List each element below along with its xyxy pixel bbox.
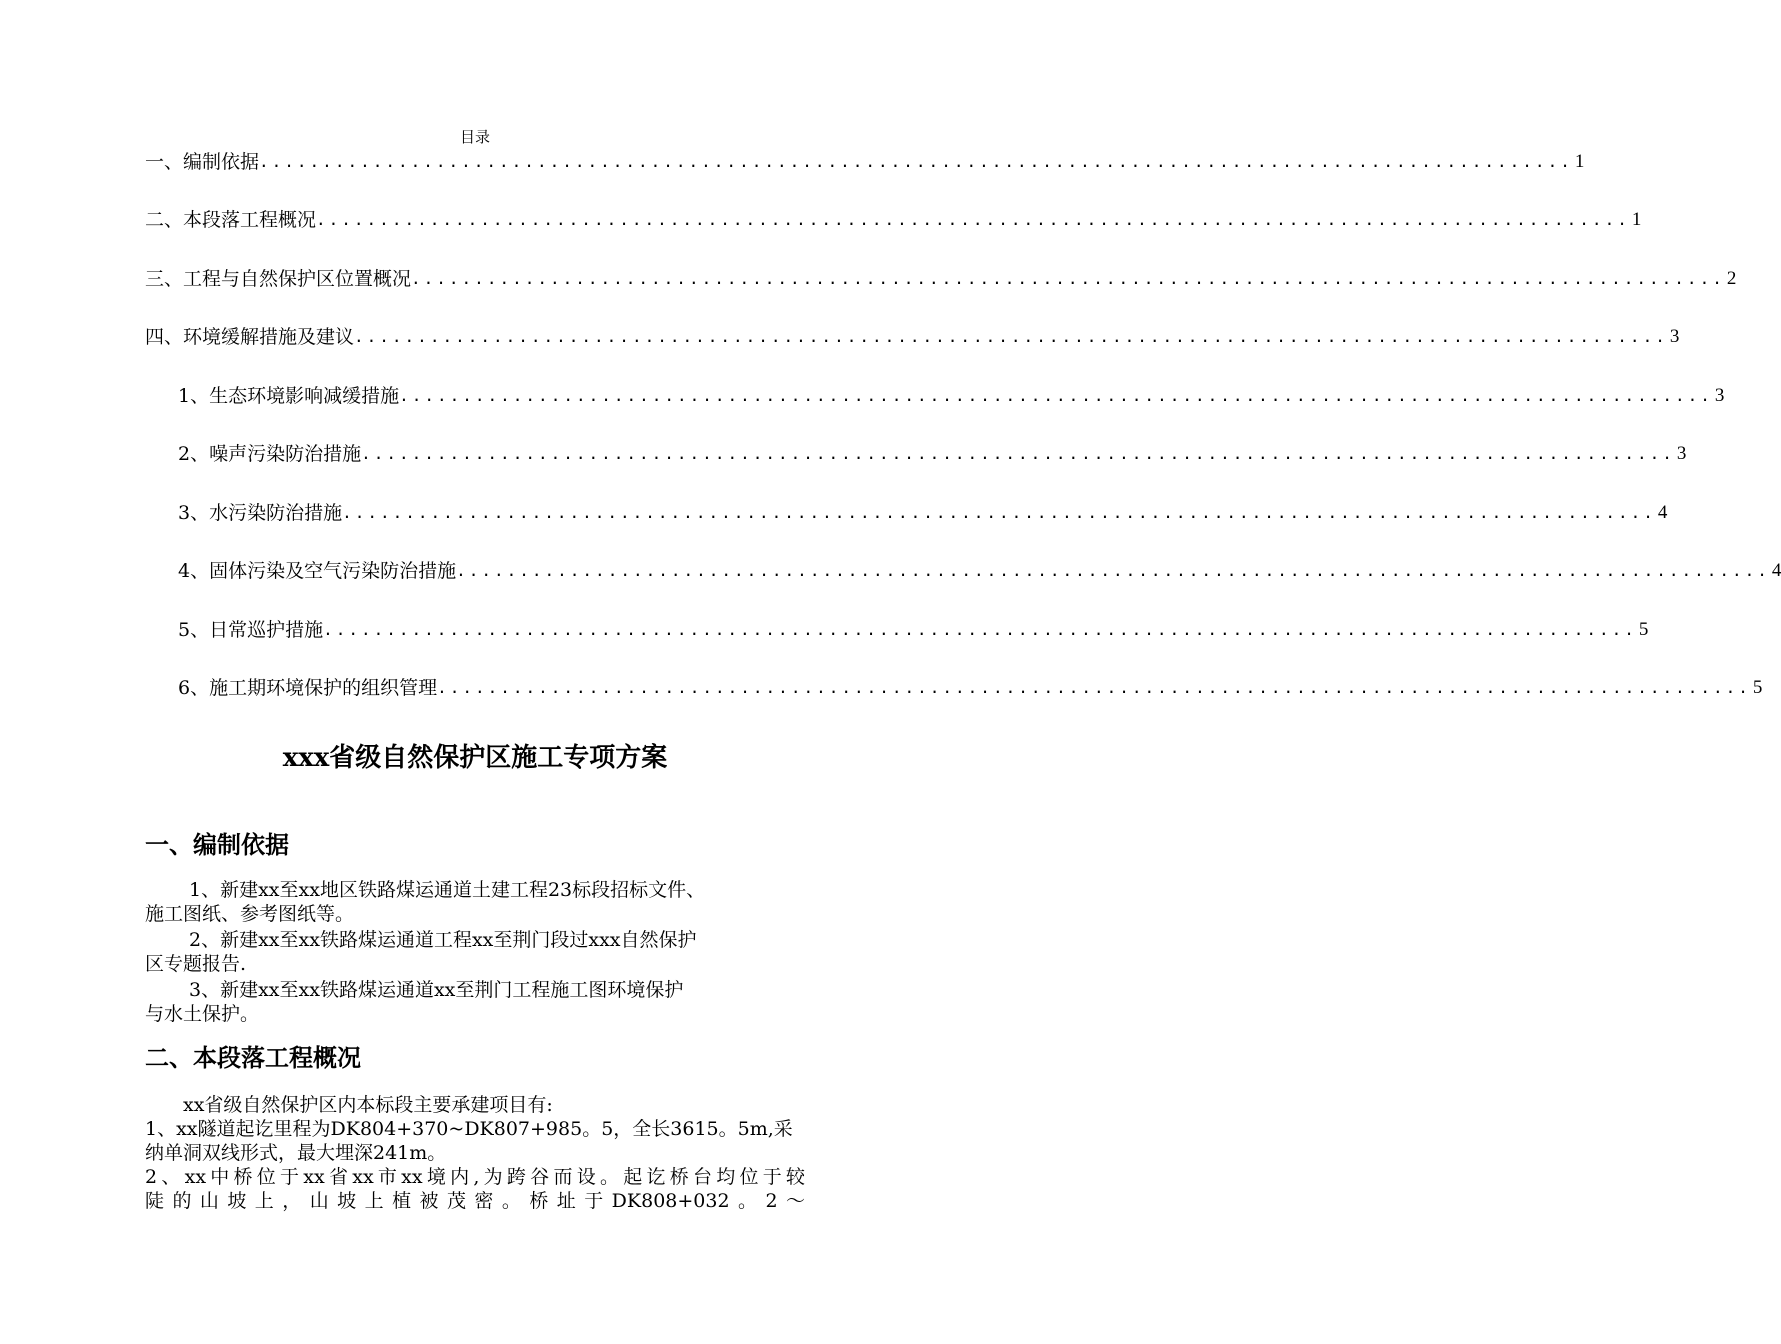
toc-entry[interactable]	[178, 500, 1668, 526]
toc-entry-label: 6、施工期环境保护的组织管理	[178, 677, 438, 699]
toc-leader-dots: ........................................................................................................	[437, 678, 1751, 697]
project-item-line: 2、xx中桥位于xx省xx市xx境内,为跨谷而设。起讫桥台均位于较	[145, 1166, 805, 1188]
project-item-line: 1、xx隧道起讫里程为DK804+370~DK807+985。5，全长3615。5m,采	[145, 1118, 793, 1140]
toc-leader-dots: ........................................................................................................	[354, 327, 1668, 346]
toc-entry-label: 四、环境缓解措施及建议	[145, 326, 355, 348]
project-intro	[145, 1093, 810, 1117]
toc-title: 目录	[459, 128, 490, 146]
toc-entry-label: 2、噪声污染防治措施	[178, 443, 362, 465]
toc-leader-dots: ........................................................................................................	[259, 152, 1573, 171]
project-item-line: 纳单洞双线形式，最大埋深241m。	[145, 1142, 447, 1164]
toc-entry-page: 3	[1669, 326, 1680, 347]
toc-leader-dots: ........................................................................................................	[399, 386, 1713, 405]
basis-item-line: 与水土保护。	[145, 1003, 260, 1025]
toc-entry[interactable]	[145, 324, 1680, 350]
toc-leader-dots: ........................................................................................................	[316, 210, 1630, 229]
basis-item-line: 3、新建xx至xx铁路煤运通道xx至荆门工程施工图环境保护	[189, 979, 684, 1001]
toc-leader-dots: ........................................................................................................	[456, 561, 1770, 580]
toc-entry[interactable]	[178, 675, 1763, 701]
basis-item	[145, 978, 810, 1026]
toc-entry-page: 3	[1676, 443, 1687, 464]
project-item-bridge	[145, 1165, 805, 1213]
toc-entry-label: 3、水污染防治措施	[178, 502, 343, 524]
toc-entry[interactable]	[178, 441, 1687, 467]
basis-item-line: 施工图纸、参考图纸等。	[145, 903, 355, 925]
toc-leader-dots: ........................................................................................................	[361, 444, 1675, 463]
document-title: xxx省级自然保护区施工专项方案	[282, 743, 668, 773]
project-item-tunnel	[145, 1117, 810, 1165]
toc-entry[interactable]	[178, 617, 1649, 643]
toc-leader-dots: ........................................................................................................	[342, 503, 1656, 522]
toc-entry-page: 2	[1726, 268, 1737, 289]
toc-entry[interactable]	[178, 383, 1725, 409]
section-heading: 二、本段落工程概况	[145, 1043, 361, 1072]
toc-entry-page: 3	[1714, 385, 1725, 406]
toc-entry-page: 5	[1638, 619, 1649, 640]
toc-entry-page: 1	[1631, 209, 1642, 230]
toc-entry[interactable]	[145, 266, 1737, 292]
toc-entry-label: 二、本段落工程概况	[145, 209, 317, 231]
project-item-line: 陡的山坡上，山坡上植被茂密。桥址于DK808+032。2～	[145, 1190, 805, 1212]
toc-entry-page: 4	[1657, 502, 1668, 523]
toc-entry-page: 5	[1752, 677, 1763, 698]
toc-entry[interactable]	[178, 558, 1781, 584]
toc-entry-label: 1、生态环境影响减缓措施	[178, 385, 400, 407]
basis-item	[145, 878, 810, 926]
toc-entry-label: 三、工程与自然保护区位置概况	[145, 268, 412, 290]
toc-entry[interactable]	[145, 207, 1642, 233]
toc-entry-page: 4	[1771, 560, 1781, 581]
section-heading: 一、编制依据	[145, 830, 289, 859]
toc-entry-label: 5、日常巡护措施	[178, 619, 324, 641]
basis-item-line: 1、新建xx至xx地区铁路煤运通道土建工程23标段招标文件、	[189, 879, 706, 901]
toc-leader-dots: ........................................................................................................	[411, 269, 1725, 288]
toc-entry[interactable]	[145, 149, 1585, 175]
basis-item-line: 2、新建xx至xx铁路煤运通道工程xx至荆门段过xxx自然保护	[189, 929, 697, 951]
basis-item-line: 区专题报告.	[145, 953, 247, 975]
toc-entry-label: 一、编制依据	[145, 151, 260, 173]
toc-entry-page: 1	[1574, 151, 1585, 172]
basis-item	[145, 928, 810, 976]
project-intro-text: xx省级自然保护区内本标段主要承建项目有:	[183, 1094, 553, 1116]
toc-leader-dots: ........................................................................................................	[323, 620, 1637, 639]
toc-entry-label: 4、固体污染及空气污染防治措施	[178, 560, 457, 582]
